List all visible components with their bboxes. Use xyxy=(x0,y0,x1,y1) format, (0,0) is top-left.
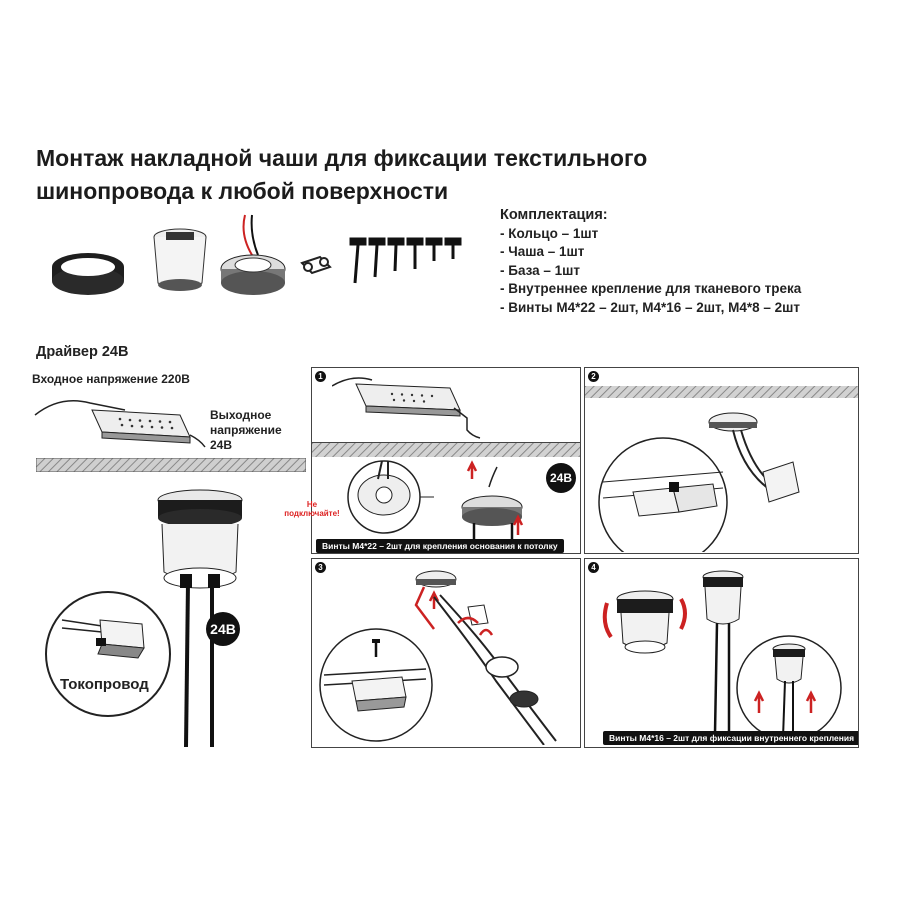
base-illustration xyxy=(221,215,285,295)
warning-line-2: подключайте! xyxy=(284,509,340,518)
kit-item-screws: - Винты М4*22 – 2шт, М4*16 – 2шт, М4*8 – 2шт xyxy=(500,299,801,315)
track-label: Токопровод xyxy=(60,676,149,693)
kit-item-inner-mount: - Внутреннее крепление для тканевого трека xyxy=(500,281,802,296)
step-4-panel xyxy=(584,558,859,748)
do-not-connect-warning xyxy=(279,500,345,518)
page-title-line-2: шинопровода к любой поверхности xyxy=(36,178,449,204)
kit-item-bowl: - Чаша – 1шт xyxy=(500,244,585,259)
inner-mount-illustration xyxy=(302,257,330,273)
ceiling-bar xyxy=(36,458,306,472)
step-4-assembly-illustration xyxy=(589,563,854,733)
step-1-mount-panel xyxy=(311,442,581,554)
voltage-badge-24v: 24В xyxy=(206,612,240,646)
output-voltage-line-1: Выходное xyxy=(210,408,272,422)
step-2-panel xyxy=(584,367,859,554)
output-voltage-line-2: напряжение xyxy=(210,423,282,437)
page-title xyxy=(36,142,756,208)
step-3-number: 3 xyxy=(315,562,326,573)
page-title-line-1: Монтаж накладной чаши для фиксации текстильного xyxy=(36,145,648,171)
step-1-voltage-badge: 24В xyxy=(546,463,576,493)
kit-heading: Комплектация: xyxy=(500,207,608,223)
step-4-number: 4 xyxy=(588,562,599,573)
step-1-caption: Винты М4*22 – 2шт для крепления основания к потолку xyxy=(316,539,564,553)
output-voltage-line-3: 24В xyxy=(210,438,233,452)
screws-illustration xyxy=(351,239,460,283)
step-2-connector-illustration xyxy=(593,402,853,552)
track-connector-callout xyxy=(42,588,174,720)
input-voltage-label: Входное напряжение 220В xyxy=(32,372,190,386)
step-4-caption: Винты М4*16 – 2шт для фиксации внутреннего крепления xyxy=(603,731,859,745)
kit-list xyxy=(500,206,801,317)
kit-item-base: - База – 1шт xyxy=(500,262,581,278)
step-2-number: 2 xyxy=(588,371,599,382)
ring-illustration xyxy=(52,253,124,295)
step-2-ceiling xyxy=(585,386,858,398)
step-1-driver-illustration xyxy=(332,368,572,443)
driver-illustration xyxy=(30,385,210,455)
step-1-panel xyxy=(311,367,581,444)
step-3-panel xyxy=(311,558,581,748)
step-1-ceiling xyxy=(312,443,580,457)
kit-parts-illustration xyxy=(40,205,470,305)
bowl-illustration xyxy=(154,229,206,291)
kit-item-ring: - Кольцо – 1шт xyxy=(500,225,599,241)
output-voltage-label xyxy=(210,408,282,453)
step-3-wiring-illustration xyxy=(316,565,578,745)
step-1-number: 1 xyxy=(315,371,326,382)
warning-line-1: Не xyxy=(306,500,318,509)
driver-title: Драйвер 24В xyxy=(36,344,129,360)
step-1-base-illustration xyxy=(342,457,532,542)
